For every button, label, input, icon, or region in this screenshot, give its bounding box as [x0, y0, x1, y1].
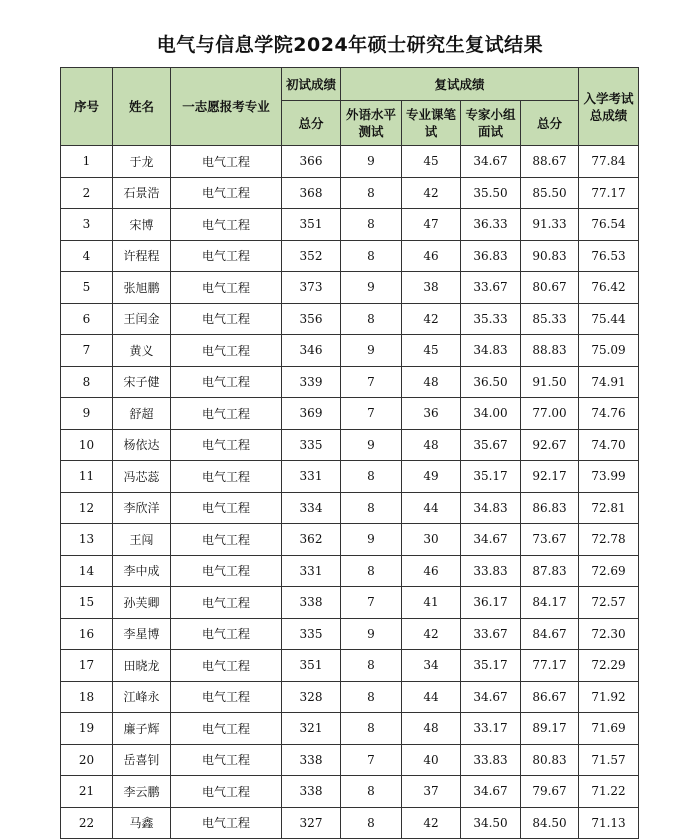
cell-expert-interview: 34.00 — [461, 398, 521, 430]
cell-foreign-language: 8 — [341, 303, 402, 335]
cell-expert-interview: 36.83 — [461, 240, 521, 272]
cell-initial-total: 368 — [282, 177, 341, 209]
table-row — [61, 492, 639, 524]
cell-initial-total: 369 — [282, 398, 341, 430]
cell-initial-total: 338 — [282, 744, 341, 776]
cell-major: 电气工程 — [171, 272, 282, 304]
cell-index: 15 — [61, 587, 113, 619]
cell-overall-score: 77.17 — [579, 177, 639, 209]
cell-foreign-language: 9 — [341, 146, 402, 178]
table-row — [61, 650, 639, 682]
cell-foreign-language: 7 — [341, 587, 402, 619]
cell-foreign-language: 7 — [341, 398, 402, 430]
cell-professional-written: 48 — [402, 429, 461, 461]
cell-name: 李欣洋 — [113, 492, 171, 524]
table-row — [61, 524, 639, 556]
cell-major: 电气工程 — [171, 177, 282, 209]
cell-professional-written: 42 — [402, 303, 461, 335]
cell-major: 电气工程 — [171, 429, 282, 461]
cell-expert-interview: 35.17 — [461, 461, 521, 493]
cell-major: 电气工程 — [171, 366, 282, 398]
cell-name: 岳喜钊 — [113, 744, 171, 776]
cell-professional-written: 45 — [402, 146, 461, 178]
cell-major: 电气工程 — [171, 650, 282, 682]
cell-expert-interview: 34.83 — [461, 492, 521, 524]
cell-professional-written: 34 — [402, 650, 461, 682]
cell-expert-interview: 35.33 — [461, 303, 521, 335]
table-row — [61, 681, 639, 713]
cell-foreign-language: 8 — [341, 650, 402, 682]
table-row — [61, 744, 639, 776]
table-row — [61, 272, 639, 304]
cell-name: 石景浩 — [113, 177, 171, 209]
table-row — [61, 303, 639, 335]
cell-professional-written: 47 — [402, 209, 461, 241]
cell-foreign-language: 7 — [341, 366, 402, 398]
cell-retest-total: 88.67 — [521, 146, 579, 178]
table-body — [61, 146, 639, 839]
cell-name: 冯芯蕊 — [113, 461, 171, 493]
cell-name: 宋博 — [113, 209, 171, 241]
cell-expert-interview: 33.67 — [461, 618, 521, 650]
table-row — [61, 366, 639, 398]
header-foreign-language: 外语水平测试 — [341, 101, 402, 146]
cell-retest-total: 85.33 — [521, 303, 579, 335]
cell-index: 10 — [61, 429, 113, 461]
cell-retest-total: 79.67 — [521, 776, 579, 808]
cell-retest-total: 86.67 — [521, 681, 579, 713]
cell-initial-total: 351 — [282, 650, 341, 682]
cell-initial-total: 327 — [282, 807, 341, 839]
cell-name: 廉子辉 — [113, 713, 171, 745]
cell-expert-interview: 33.17 — [461, 713, 521, 745]
cell-expert-interview: 35.50 — [461, 177, 521, 209]
cell-retest-total: 86.83 — [521, 492, 579, 524]
table-row — [61, 177, 639, 209]
cell-initial-total: 321 — [282, 713, 341, 745]
cell-professional-written: 42 — [402, 618, 461, 650]
cell-major: 电气工程 — [171, 776, 282, 808]
cell-expert-interview: 35.17 — [461, 650, 521, 682]
cell-foreign-language: 9 — [341, 429, 402, 461]
cell-foreign-language: 8 — [341, 492, 402, 524]
cell-initial-total: 366 — [282, 146, 341, 178]
cell-name: 江峰永 — [113, 681, 171, 713]
cell-name: 李中成 — [113, 555, 171, 587]
cell-initial-total: 328 — [282, 681, 341, 713]
header-retest-score: 复试成绩 — [341, 68, 579, 101]
cell-professional-written: 38 — [402, 272, 461, 304]
cell-major: 电气工程 — [171, 461, 282, 493]
cell-expert-interview: 34.67 — [461, 146, 521, 178]
cell-overall-score: 71.92 — [579, 681, 639, 713]
cell-retest-total: 80.83 — [521, 744, 579, 776]
cell-index: 9 — [61, 398, 113, 430]
cell-index: 22 — [61, 807, 113, 839]
header-retest-total: 总分 — [521, 101, 579, 146]
cell-name: 马鑫 — [113, 807, 171, 839]
cell-index: 2 — [61, 177, 113, 209]
cell-expert-interview: 36.50 — [461, 366, 521, 398]
table-row — [61, 398, 639, 430]
cell-expert-interview: 34.67 — [461, 524, 521, 556]
cell-major: 电气工程 — [171, 303, 282, 335]
cell-retest-total: 84.50 — [521, 807, 579, 839]
cell-index: 5 — [61, 272, 113, 304]
cell-initial-total: 339 — [282, 366, 341, 398]
cell-retest-total: 89.17 — [521, 713, 579, 745]
cell-professional-written: 40 — [402, 744, 461, 776]
cell-overall-score: 72.57 — [579, 587, 639, 619]
cell-index: 6 — [61, 303, 113, 335]
cell-retest-total: 91.50 — [521, 366, 579, 398]
table-header — [61, 68, 639, 146]
table-row — [61, 240, 639, 272]
cell-overall-score: 75.44 — [579, 303, 639, 335]
cell-name: 许程程 — [113, 240, 171, 272]
cell-overall-score: 72.29 — [579, 650, 639, 682]
cell-foreign-language: 7 — [341, 744, 402, 776]
cell-expert-interview: 35.67 — [461, 429, 521, 461]
header-name: 姓名 — [113, 68, 171, 146]
cell-retest-total: 84.17 — [521, 587, 579, 619]
table-row — [61, 713, 639, 745]
cell-overall-score: 76.42 — [579, 272, 639, 304]
cell-major: 电气工程 — [171, 524, 282, 556]
cell-name: 田晓龙 — [113, 650, 171, 682]
cell-index: 11 — [61, 461, 113, 493]
cell-expert-interview: 36.17 — [461, 587, 521, 619]
cell-overall-score: 72.69 — [579, 555, 639, 587]
table-row — [61, 776, 639, 808]
cell-overall-score: 76.54 — [579, 209, 639, 241]
cell-initial-total: 346 — [282, 335, 341, 367]
cell-foreign-language: 8 — [341, 776, 402, 808]
cell-name: 黄义 — [113, 335, 171, 367]
cell-foreign-language: 9 — [341, 618, 402, 650]
cell-initial-total: 362 — [282, 524, 341, 556]
header-index: 序号 — [61, 68, 113, 146]
cell-major: 电气工程 — [171, 618, 282, 650]
cell-index: 21 — [61, 776, 113, 808]
cell-index: 19 — [61, 713, 113, 745]
cell-overall-score: 71.13 — [579, 807, 639, 839]
cell-overall-score: 76.53 — [579, 240, 639, 272]
cell-retest-total: 92.17 — [521, 461, 579, 493]
cell-professional-written: 42 — [402, 177, 461, 209]
cell-major: 电气工程 — [171, 744, 282, 776]
cell-foreign-language: 8 — [341, 209, 402, 241]
cell-name: 张旭鹏 — [113, 272, 171, 304]
table-row — [61, 555, 639, 587]
cell-index: 20 — [61, 744, 113, 776]
cell-professional-written: 36 — [402, 398, 461, 430]
cell-index: 7 — [61, 335, 113, 367]
cell-overall-score: 71.22 — [579, 776, 639, 808]
cell-expert-interview: 34.67 — [461, 681, 521, 713]
cell-professional-written: 49 — [402, 461, 461, 493]
table-row — [61, 335, 639, 367]
table-row — [61, 146, 639, 178]
table-row — [61, 429, 639, 461]
header-overall-score: 入学考试总成绩 — [579, 68, 639, 146]
cell-overall-score: 72.30 — [579, 618, 639, 650]
cell-expert-interview: 33.83 — [461, 555, 521, 587]
cell-expert-interview: 33.67 — [461, 272, 521, 304]
cell-overall-score: 71.69 — [579, 713, 639, 745]
cell-initial-total: 338 — [282, 776, 341, 808]
cell-foreign-language: 9 — [341, 272, 402, 304]
cell-expert-interview: 33.83 — [461, 744, 521, 776]
cell-foreign-language: 8 — [341, 240, 402, 272]
cell-index: 1 — [61, 146, 113, 178]
cell-name: 李云鹏 — [113, 776, 171, 808]
cell-major: 电气工程 — [171, 713, 282, 745]
cell-retest-total: 73.67 — [521, 524, 579, 556]
table-row — [61, 807, 639, 839]
cell-major: 电气工程 — [171, 209, 282, 241]
cell-overall-score: 72.81 — [579, 492, 639, 524]
cell-name: 王闰金 — [113, 303, 171, 335]
cell-overall-score: 74.70 — [579, 429, 639, 461]
cell-professional-written: 46 — [402, 240, 461, 272]
cell-retest-total: 88.83 — [521, 335, 579, 367]
cell-overall-score: 73.99 — [579, 461, 639, 493]
cell-initial-total: 356 — [282, 303, 341, 335]
cell-initial-total: 338 — [282, 587, 341, 619]
cell-professional-written: 45 — [402, 335, 461, 367]
cell-initial-total: 334 — [282, 492, 341, 524]
cell-index: 16 — [61, 618, 113, 650]
cell-initial-total: 335 — [282, 618, 341, 650]
cell-overall-score: 74.76 — [579, 398, 639, 430]
cell-foreign-language: 8 — [341, 681, 402, 713]
cell-professional-written: 48 — [402, 713, 461, 745]
cell-initial-total: 373 — [282, 272, 341, 304]
cell-professional-written: 30 — [402, 524, 461, 556]
cell-foreign-language: 8 — [341, 461, 402, 493]
cell-major: 电气工程 — [171, 146, 282, 178]
header-professional-written: 专业课笔试 — [402, 101, 461, 146]
table-row — [61, 461, 639, 493]
cell-retest-total: 91.33 — [521, 209, 579, 241]
cell-foreign-language: 8 — [341, 713, 402, 745]
cell-professional-written: 44 — [402, 681, 461, 713]
cell-expert-interview: 34.50 — [461, 807, 521, 839]
cell-major: 电气工程 — [171, 681, 282, 713]
cell-retest-total: 90.83 — [521, 240, 579, 272]
cell-name: 李星博 — [113, 618, 171, 650]
document-title: 电气与信息学院2024年硕士研究生复试结果 — [156, 34, 544, 56]
cell-major: 电气工程 — [171, 555, 282, 587]
table-row — [61, 587, 639, 619]
cell-retest-total: 85.50 — [521, 177, 579, 209]
cell-initial-total: 331 — [282, 555, 341, 587]
cell-index: 18 — [61, 681, 113, 713]
cell-major: 电气工程 — [171, 240, 282, 272]
cell-foreign-language: 8 — [341, 555, 402, 587]
cell-overall-score: 72.78 — [579, 524, 639, 556]
cell-name: 舒超 — [113, 398, 171, 430]
cell-overall-score: 74.91 — [579, 366, 639, 398]
cell-index: 8 — [61, 366, 113, 398]
cell-initial-total: 352 — [282, 240, 341, 272]
cell-professional-written: 37 — [402, 776, 461, 808]
table-row — [61, 209, 639, 241]
header-expert-interview: 专家小组面试 — [461, 101, 521, 146]
cell-overall-score: 71.57 — [579, 744, 639, 776]
cell-major: 电气工程 — [171, 492, 282, 524]
cell-expert-interview: 34.67 — [461, 776, 521, 808]
cell-major: 电气工程 — [171, 807, 282, 839]
cell-retest-total: 84.67 — [521, 618, 579, 650]
header-initial-total: 总分 — [282, 101, 341, 146]
cell-index: 17 — [61, 650, 113, 682]
cell-retest-total: 87.83 — [521, 555, 579, 587]
cell-professional-written: 41 — [402, 587, 461, 619]
cell-expert-interview: 34.83 — [461, 335, 521, 367]
cell-name: 宋子健 — [113, 366, 171, 398]
cell-foreign-language: 8 — [341, 177, 402, 209]
table-row — [61, 618, 639, 650]
cell-retest-total: 77.17 — [521, 650, 579, 682]
cell-major: 电气工程 — [171, 587, 282, 619]
cell-initial-total: 351 — [282, 209, 341, 241]
cell-name: 于龙 — [113, 146, 171, 178]
cell-name: 杨依达 — [113, 429, 171, 461]
header-major: 一志愿报考专业 — [171, 68, 282, 146]
results-table — [60, 67, 639, 839]
cell-index: 13 — [61, 524, 113, 556]
cell-name: 孙芙卿 — [113, 587, 171, 619]
cell-foreign-language: 8 — [341, 807, 402, 839]
cell-foreign-language: 9 — [341, 335, 402, 367]
cell-initial-total: 335 — [282, 429, 341, 461]
cell-professional-written: 42 — [402, 807, 461, 839]
cell-professional-written: 46 — [402, 555, 461, 587]
cell-index: 14 — [61, 555, 113, 587]
cell-index: 3 — [61, 209, 113, 241]
cell-professional-written: 48 — [402, 366, 461, 398]
cell-retest-total: 80.67 — [521, 272, 579, 304]
cell-major: 电气工程 — [171, 335, 282, 367]
cell-major: 电气工程 — [171, 398, 282, 430]
cell-retest-total: 77.00 — [521, 398, 579, 430]
cell-foreign-language: 9 — [341, 524, 402, 556]
cell-overall-score: 75.09 — [579, 335, 639, 367]
header-initial-score: 初试成绩 — [282, 68, 341, 101]
cell-professional-written: 44 — [402, 492, 461, 524]
cell-overall-score: 77.84 — [579, 146, 639, 178]
cell-expert-interview: 36.33 — [461, 209, 521, 241]
cell-retest-total: 92.67 — [521, 429, 579, 461]
cell-index: 12 — [61, 492, 113, 524]
cell-initial-total: 331 — [282, 461, 341, 493]
cell-index: 4 — [61, 240, 113, 272]
cell-name: 王闯 — [113, 524, 171, 556]
